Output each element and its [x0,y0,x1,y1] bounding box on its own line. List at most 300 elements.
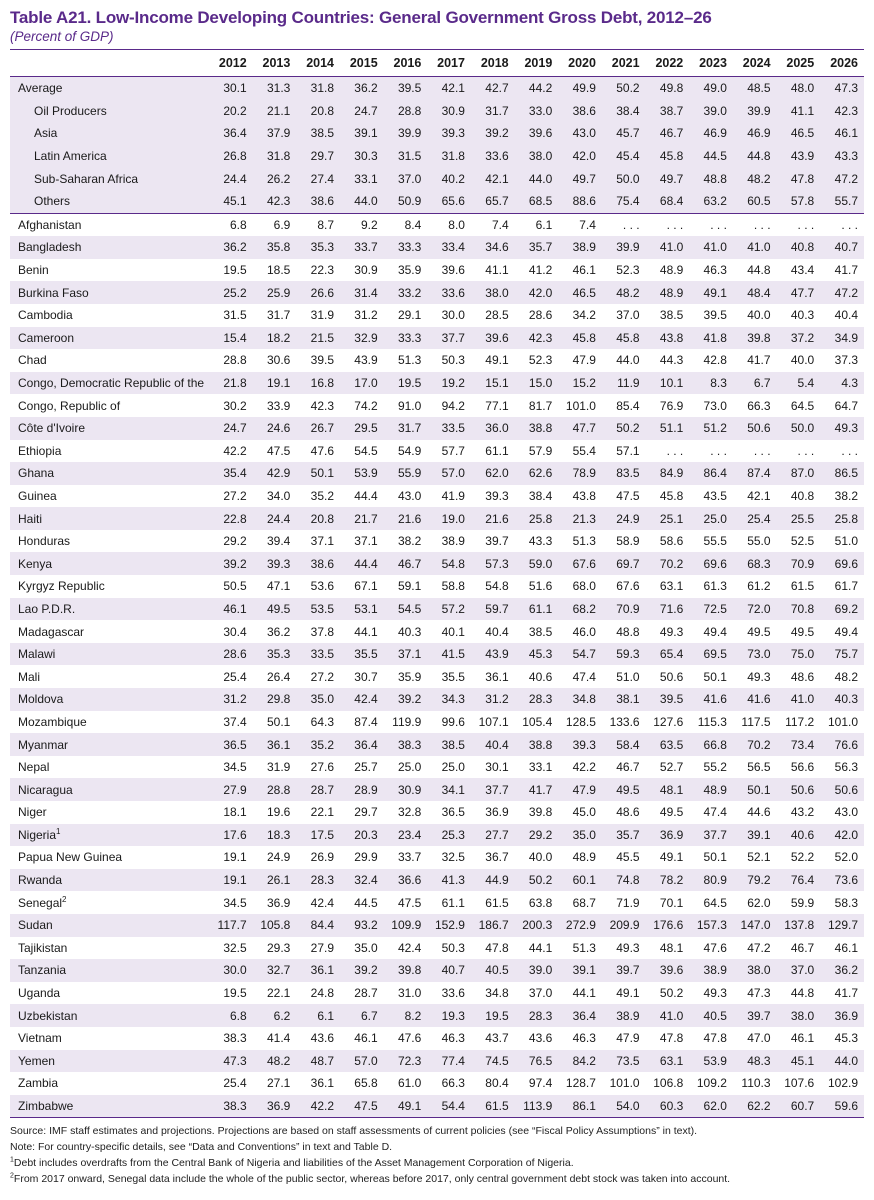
value-cell: 61.2 [747,579,771,594]
value-cell: . . . [777,213,821,236]
value-cell: 44.3 [659,353,684,368]
value-cell: 32.4 [354,873,378,888]
value-cell: 46.5 [572,285,596,300]
value-cell: 42.2 [223,443,247,458]
footnote-2 [10,1171,864,1187]
value-cell: 61.5 [485,895,509,910]
value-cell: 102.9 [827,1076,858,1091]
value-cell: . . . [710,443,727,458]
value-cell: 42.7 [485,81,509,96]
value-cell: 40.0 [790,353,815,368]
value-cell: 65.8 [354,1076,378,1091]
value-cell: 40.2 [441,171,465,186]
value-cell: 33.6 [485,149,509,164]
general-note: Note: For country-specific details, see “Data and Conventions” in text and Table D. [10,1141,393,1154]
value-cell: 34.2 [572,308,596,323]
value-cell: . . . [753,443,771,458]
value-cell: 49.7 [659,171,684,186]
table-row [10,688,864,711]
value-cell: 21.3 [572,511,596,526]
value-cell: 52.7 [659,760,684,775]
value-cell: 75.7 [834,647,858,662]
value-cell: 33.5 [441,421,465,436]
value-cell: 41.7 [528,782,553,797]
value-cell: 36.9 [253,1095,297,1118]
value-cell: 33.9 [266,398,291,413]
value-cell: 34.6 [485,240,509,255]
value-cell: 38.8 [528,737,553,752]
value-cell: 41.1 [790,103,815,118]
value-cell: 47.8 [659,1031,684,1046]
value-cell: 39.3 [441,126,465,141]
value-cell: 47.2 [747,940,771,955]
value-cell: 21.8 [223,376,247,391]
value-cell: 18.1 [223,805,247,820]
value-cell: 27.9 [223,782,247,797]
value-cell: 52.2 [790,850,815,865]
value-cell: 37.0 [528,986,553,1001]
value-cell: 57.0 [441,466,465,481]
value-cell: 46.7 [659,126,684,141]
value-cell: 49.5 [747,624,771,639]
value-cell: 79.2 [747,873,771,888]
value-cell: 47.4 [572,669,596,684]
row-label-text: Congo, Democratic Republic of the [18,376,205,391]
value-cell: 41.6 [747,692,771,707]
value-cell: 28.8 [266,782,291,797]
value-cell: 74.8 [616,873,640,888]
table-row [10,959,864,982]
value-cell: 41.7 [834,263,858,278]
value-cell: 41.3 [441,873,465,888]
value-cell: 49.3 [659,624,684,639]
value-cell: 38.9 [616,1008,640,1023]
value-cell: 52.3 [528,353,553,368]
value-cell: 30.9 [441,103,465,118]
row-label-text: Tanzania [18,963,67,978]
value-cell: 34.9 [834,330,858,345]
header-year: 2013 [253,50,297,77]
value-cell: 20.3 [354,827,378,842]
value-cell: 41.7 [747,353,771,368]
value-cell: 38.2 [834,488,858,503]
value-cell: 27.7 [485,827,509,842]
value-cell: 30.3 [354,149,378,164]
value-cell: 71.9 [616,895,640,910]
table-row [10,869,864,892]
value-cell: 84.4 [310,918,334,933]
value-cell: 63.1 [659,1053,684,1068]
value-cell: 62.0 [485,466,509,481]
value-cell: 35.3 [310,240,334,255]
value-cell: 41.0 [703,240,727,255]
value-cell: 44.2 [528,81,553,96]
value-cell: 74.5 [485,1053,509,1068]
value-cell: 23.4 [397,827,422,842]
value-cell: 46.9 [747,126,771,141]
value-cell: 47.8 [703,1031,727,1046]
value-cell: 19.1 [223,850,247,865]
row-label [10,485,209,508]
table-row [10,733,864,756]
value-cell: 64.5 [703,895,727,910]
value-cell: 42.3 [834,103,858,118]
value-cell: 47.2 [834,285,858,300]
value-cell: 84.2 [572,1053,596,1068]
value-cell: 40.3 [790,308,815,323]
value-cell: 33.2 [397,285,422,300]
value-cell: 28.9 [354,782,378,797]
value-cell: 117.2 [785,714,815,729]
value-cell: 38.0 [485,285,509,300]
value-cell: 38.6 [310,556,334,571]
value-cell: 27.6 [310,760,334,775]
value-cell: 30.0 [223,963,247,978]
value-cell: 35.0 [310,692,334,707]
value-cell: 73.6 [834,873,858,888]
value-cell: 54.5 [397,601,422,616]
value-cell: 41.7 [834,986,858,1001]
value-cell: 36.2 [354,81,378,96]
value-cell: 68.0 [572,579,596,594]
value-cell: 91.0 [397,398,422,413]
value-cell: 38.8 [528,421,553,436]
value-cell: 128.5 [565,714,596,729]
value-cell: 33.7 [397,850,422,865]
value-cell: 49.1 [384,1095,428,1118]
value-cell: 40.6 [790,827,815,842]
value-cell: 44.4 [354,556,378,571]
table-row [10,327,864,350]
value-cell: 60.7 [777,1095,821,1118]
row-label [10,145,209,168]
value-cell: 26.8 [223,149,247,164]
value-cell: 31.2 [485,692,509,707]
table-row [10,846,864,869]
row-label [10,575,209,598]
value-cell: 42.0 [834,827,858,842]
value-cell: 42.1 [485,171,509,186]
value-cell: 72.3 [397,1053,422,1068]
value-cell: 58.8 [441,579,465,594]
footnote-2-text: From 2017 onward, Senegal data include the whole of the public sector, whereas before 2017, only central government debt stock was taken into account. [13,1173,731,1186]
value-cell: 26.9 [310,850,334,865]
value-cell: 24.9 [266,850,291,865]
value-cell: 32.5 [441,850,465,865]
value-cell: 27.2 [223,488,247,503]
row-label [10,846,209,869]
row-label-text: Niger [18,805,47,820]
value-cell: 31.7 [485,103,509,118]
value-cell: 38.6 [572,103,596,118]
row-label-text: Kyrgyz Republic [18,579,105,594]
value-cell: 46.3 [441,1031,465,1046]
table-notes [10,1123,864,1187]
value-cell: 48.9 [572,850,596,865]
value-cell: 42.2 [572,760,596,775]
value-cell: 25.0 [441,760,465,775]
value-cell: 128.7 [565,1076,596,1091]
source-note: Source: IMF staff estimates and projections. Projections are based on staff assessments of current policies (see “Fiscal Policy Assumptions” in text). [10,1125,698,1138]
value-cell: 43.8 [572,488,596,503]
value-cell: 70.9 [616,601,640,616]
value-cell: 38.3 [223,1031,247,1046]
value-cell: 39.3 [266,556,291,571]
value-cell: 41.2 [528,263,553,278]
value-cell: 36.0 [485,421,509,436]
value-cell: 69.7 [616,556,640,571]
value-cell: 65.6 [441,194,465,209]
value-cell: 35.9 [397,263,422,278]
value-cell: 34.5 [223,895,247,910]
value-cell: 37.8 [310,624,334,639]
value-cell: 44.0 [616,353,640,368]
value-cell: 38.5 [310,126,334,141]
value-cell: 54.8 [485,579,509,594]
debt-table [10,49,864,1118]
row-label [10,100,209,123]
value-cell: 33.3 [397,330,422,345]
value-cell: 75.4 [616,194,640,209]
value-cell: 25.5 [790,511,815,526]
value-cell: 52.5 [790,534,815,549]
row-label-text: Rwanda [18,873,63,888]
row-label [10,711,209,734]
value-cell: 50.1 [747,782,771,797]
value-cell: 35.7 [616,827,640,842]
value-cell: 39.3 [572,737,596,752]
value-cell: 47.3 [834,81,858,96]
value-cell: 33.5 [310,647,334,662]
value-cell: 46.7 [397,556,422,571]
value-cell: 53.5 [310,601,334,616]
value-cell: 34.1 [441,782,465,797]
value-cell: 50.9 [397,194,422,209]
value-cell: 101.0 [827,714,858,729]
value-cell: 186.7 [478,918,509,933]
value-cell: 46.1 [354,1031,378,1046]
value-cell: 48.5 [747,81,771,96]
value-cell: 30.0 [441,308,465,323]
row-label-text: Zimbabwe [18,1099,74,1114]
value-cell: 32.9 [354,330,378,345]
value-cell: 29.3 [266,940,291,955]
value-cell: 28.3 [310,873,334,888]
value-cell: 49.4 [703,624,727,639]
value-cell: 31.9 [310,308,334,323]
value-cell: 6.9 [253,213,297,236]
value-cell: 15.4 [223,330,247,345]
row-label-text: Asia [34,126,58,141]
value-cell: 47.5 [266,443,291,458]
value-cell: 30.6 [266,353,291,368]
value-cell: 49.5 [790,624,815,639]
row-label [10,643,209,666]
value-cell: 58.9 [616,534,640,549]
value-cell: 43.8 [659,330,684,345]
value-cell: 5.4 [797,376,815,391]
value-cell: 38.9 [703,963,727,978]
value-cell: 101.0 [565,398,596,413]
value-cell: 38.0 [747,963,771,978]
value-cell: 28.5 [485,308,509,323]
value-cell: 76.4 [790,873,815,888]
value-cell: 25.0 [397,760,422,775]
value-cell: 94.2 [441,398,465,413]
value-cell: 47.5 [340,1095,384,1118]
value-cell: 37.0 [790,963,815,978]
value-cell: 62.6 [528,466,553,481]
row-label [10,1004,209,1027]
value-cell: 38.5 [659,308,684,323]
value-cell: . . . [797,443,815,458]
value-cell: 72.5 [703,601,727,616]
value-cell: 40.7 [441,963,465,978]
header-year: 2018 [471,50,515,77]
value-cell: 39.8 [397,963,422,978]
value-cell: 22.3 [310,263,334,278]
value-cell: 48.2 [266,1053,291,1068]
row-label-text: Myanmar [18,737,69,752]
value-cell: 31.8 [310,81,334,96]
header-row [10,50,864,77]
table-row [10,259,864,282]
table-row [10,100,864,123]
value-cell: 44.6 [747,805,771,820]
table-row [10,213,864,236]
value-cell: 38.1 [616,692,640,707]
value-cell: 60.3 [646,1095,690,1118]
header-year: 2024 [733,50,777,77]
value-cell: 44.0 [354,194,378,209]
table-row [10,575,864,598]
value-cell: 25.8 [834,511,858,526]
value-cell: 59.6 [820,1095,864,1118]
value-cell: 44.0 [834,1053,858,1068]
row-label-text: Mali [18,669,41,684]
value-cell: 77.1 [485,398,509,413]
value-cell: 9.2 [340,213,384,236]
row-label-text: Uganda [18,986,61,1001]
value-cell: 34.8 [572,692,596,707]
value-cell: 22.1 [310,805,334,820]
value-cell: 25.9 [266,285,291,300]
value-cell: 28.7 [354,986,378,1001]
value-cell: 105.4 [522,714,553,729]
value-cell: 31.2 [223,692,247,707]
value-cell: 107.6 [784,1076,815,1091]
value-cell: 78.2 [659,873,684,888]
value-cell: 6.1 [515,213,559,236]
value-cell: 57.0 [354,1053,378,1068]
value-cell: 50.6 [790,782,815,797]
value-cell: 39.1 [572,963,596,978]
value-cell: 39.1 [747,827,771,842]
value-cell: 38.0 [528,149,553,164]
value-cell: 49.3 [747,669,771,684]
value-cell: 69.6 [834,556,858,571]
value-cell: 44.1 [354,624,378,639]
value-cell: 40.8 [790,240,815,255]
value-cell: 31.9 [266,760,291,775]
value-cell: 47.9 [616,1031,640,1046]
value-cell: . . . [666,443,684,458]
value-cell: 37.1 [310,534,334,549]
value-cell: 55.7 [834,194,858,209]
value-cell: 75.0 [790,647,815,662]
row-label-text: Tajikistan [18,940,68,955]
value-cell: 31.3 [266,81,291,96]
row-label [10,259,209,282]
countries-section [10,213,864,1118]
value-cell: 63.5 [659,737,684,752]
value-cell: 35.3 [266,647,291,662]
row-label [10,349,209,372]
value-cell: 40.5 [485,963,509,978]
value-cell: 57.2 [441,601,465,616]
row-label-text: Nepal [18,760,50,775]
value-cell: 49.1 [703,285,727,300]
value-cell: 18.5 [266,263,291,278]
table-row [10,937,864,960]
value-cell: 33.3 [397,240,422,255]
value-cell: 22.8 [223,511,247,526]
row-label-text: Afghanistan [18,217,82,232]
value-cell: 49.7 [572,171,596,186]
value-cell: 39.9 [747,103,771,118]
row-label-text: Latin America [34,149,107,164]
value-cell: 43.9 [354,353,378,368]
row-label-text: Zambia [18,1076,59,1091]
value-cell: 76.6 [834,737,858,752]
row-label [10,891,209,914]
value-cell: 43.0 [572,126,596,141]
value-cell: 55.9 [397,466,422,481]
value-cell: 46.7 [616,760,640,775]
header-year: 2025 [777,50,821,77]
value-cell: 17.0 [354,376,378,391]
value-cell: 57.1 [616,443,640,458]
value-cell: 44.4 [354,488,378,503]
value-cell: 68.3 [747,556,771,571]
value-cell: 41.6 [703,692,727,707]
value-cell: 78.9 [572,466,596,481]
row-label-text: Kenya [18,556,53,571]
value-cell: 73.0 [703,398,727,413]
value-cell: 45.0 [572,805,596,820]
value-cell: 52.0 [834,850,858,865]
value-cell: 46.1 [790,1031,815,1046]
row-label [10,1095,209,1118]
value-cell: 176.6 [653,918,684,933]
value-cell: 44.9 [485,873,509,888]
value-cell: 49.3 [703,986,727,1001]
value-cell: 53.1 [354,601,378,616]
value-cell: 50.1 [310,466,334,481]
value-cell: 42.3 [528,330,553,345]
value-cell: 86.5 [834,466,858,481]
value-cell: 36.5 [441,805,465,820]
table-row [10,801,864,824]
table-row [10,1095,864,1118]
value-cell: 30.9 [397,782,422,797]
value-cell: 58.3 [834,895,858,910]
value-cell: 15.2 [572,376,596,391]
value-cell: 45.1 [790,1053,815,1068]
value-cell: 36.2 [223,240,247,255]
value-cell: 39.2 [223,556,247,571]
row-label [10,327,209,350]
